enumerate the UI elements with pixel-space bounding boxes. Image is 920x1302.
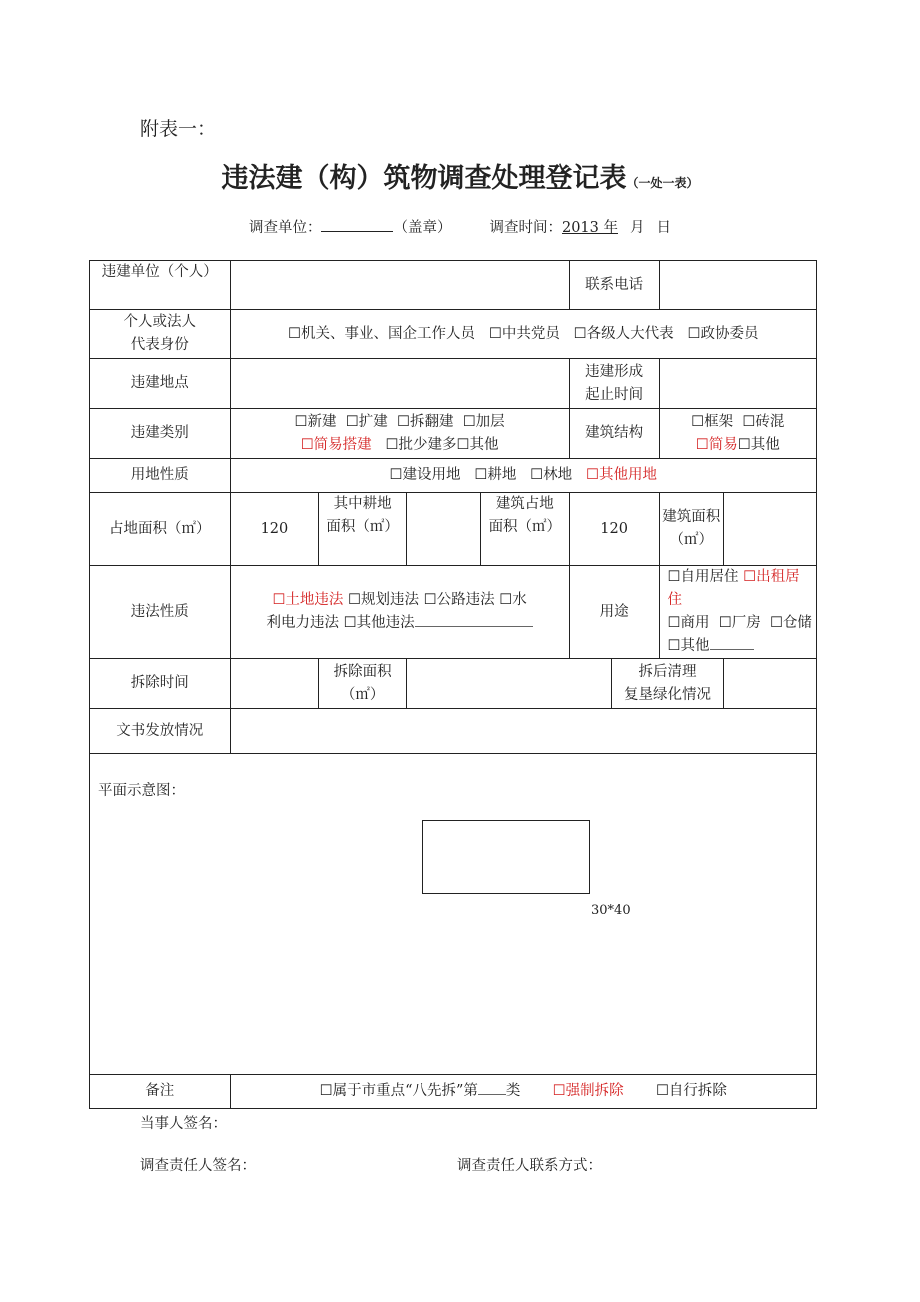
use-factory[interactable]: ☐厂房 xyxy=(718,615,761,631)
building-area-value[interactable] xyxy=(723,493,816,566)
footprint-value[interactable]: 120 xyxy=(569,493,659,566)
location-value[interactable] xyxy=(230,359,569,409)
nature-other[interactable]: ☐其他违法 xyxy=(343,615,415,631)
investigator-signature: 调查责任人签名： xyxy=(140,1158,256,1174)
nature-label: 违法性质 xyxy=(90,566,231,659)
row-identity xyxy=(90,310,817,359)
cat-simple[interactable]: ☐简易搭建 xyxy=(300,436,372,453)
land-construction[interactable]: ☐建设用地 xyxy=(389,467,461,483)
period-value[interactable] xyxy=(659,359,817,409)
identity-opt-npc[interactable]: ☐各级人大代表 xyxy=(573,325,674,342)
annex-label: 附表一： xyxy=(140,118,217,140)
nature-options xyxy=(230,566,569,659)
phone-label: 联系电话 xyxy=(569,261,659,310)
struct-frame[interactable]: ☐框架 xyxy=(691,413,734,430)
remarks-forced[interactable]: ☐强制拆除 xyxy=(552,1083,624,1099)
title-main: 违法建（构）筑物调查处理登记表 xyxy=(221,163,627,194)
identity-opt-cppcc[interactable]: ☐政协委员 xyxy=(687,325,759,342)
struct-brick[interactable]: ☐砖混 xyxy=(742,413,785,430)
investigator-contact: 调查责任人联系方式： xyxy=(457,1158,602,1174)
row-nature xyxy=(90,566,817,659)
use-self[interactable]: ☐自用居住 xyxy=(667,569,739,585)
identity-options xyxy=(230,310,816,359)
use-other[interactable]: ☐其他 xyxy=(667,638,710,654)
row-demolition xyxy=(90,659,817,709)
cat-rebuild[interactable]: ☐拆翻建 xyxy=(396,413,454,430)
land-farmland[interactable]: ☐耕地 xyxy=(474,467,517,483)
struct-other[interactable]: ☐其他 xyxy=(737,436,780,453)
time-value: 2013 年 xyxy=(561,220,618,236)
row-location xyxy=(90,359,817,409)
restore-value[interactable] xyxy=(723,659,816,709)
unit-blank[interactable] xyxy=(321,217,393,232)
row-builder xyxy=(90,261,817,310)
row-sketch xyxy=(90,754,817,1075)
demolition-area-value[interactable] xyxy=(406,659,611,709)
nature-planning[interactable]: ☐规划违法 xyxy=(348,592,420,608)
cat-other[interactable]: ☐其他 xyxy=(456,436,499,453)
struct-simple[interactable]: ☐简易 xyxy=(695,436,738,453)
remarks-self[interactable]: ☐自行拆除 xyxy=(655,1083,727,1099)
use-label: 用途 xyxy=(569,566,659,659)
use-commercial[interactable]: ☐商用 xyxy=(667,615,710,631)
survey-meta xyxy=(0,216,920,237)
sketch-dimensions: 30*40 xyxy=(591,903,631,918)
sketch-label: 平面示意图： xyxy=(98,783,185,799)
day-label: 日 xyxy=(656,220,671,236)
row-land xyxy=(90,459,817,493)
use-rental[interactable]: ☐出租居住 xyxy=(667,569,800,608)
cat-overbuild[interactable]: ☐批少建多 xyxy=(385,436,457,453)
docs-value[interactable] xyxy=(230,709,816,754)
farmland-area-value[interactable] xyxy=(406,493,480,566)
cat-addfloor[interactable]: ☐加层 xyxy=(462,413,505,430)
use-options xyxy=(659,566,817,659)
registration-form xyxy=(89,260,817,1109)
builder-value[interactable] xyxy=(230,261,569,310)
cat-new[interactable]: ☐新建 xyxy=(294,413,337,430)
cat-expand[interactable]: ☐扩建 xyxy=(345,413,388,430)
month-label: 月 xyxy=(630,220,645,236)
remarks-priority-end: 类 xyxy=(505,1083,521,1099)
demolition-time-label: 拆除时间 xyxy=(90,659,231,709)
structure-options xyxy=(659,409,817,459)
structure-label: 建筑结构 xyxy=(569,409,659,459)
category-label: 违建类别 xyxy=(90,409,231,459)
identity-opt-party[interactable]: ☐中共党员 xyxy=(488,325,560,342)
row-docs xyxy=(90,709,817,754)
row-category xyxy=(90,409,817,459)
nature-other-blank[interactable] xyxy=(415,613,533,627)
builder-label: 违建单位（个人） xyxy=(90,261,231,310)
phone-value[interactable] xyxy=(659,261,817,310)
building-area-label: 建筑面积 （㎡） xyxy=(659,493,723,566)
seal-label: （盖章） xyxy=(393,220,452,236)
demolition-time-value[interactable] xyxy=(230,659,319,709)
unit-label: 调查单位： xyxy=(248,220,322,236)
footprint-label: 建筑占地 面积（㎡） xyxy=(480,493,569,566)
nature-water-cont: 利电力违法 xyxy=(266,615,340,631)
sketch-rectangle xyxy=(422,820,590,894)
category-options xyxy=(230,409,569,459)
docs-label: 文书发放情况 xyxy=(90,709,231,754)
row-remarks xyxy=(90,1075,817,1109)
identity-label: 个人或法人 代表身份 xyxy=(90,310,231,359)
land-other[interactable]: ☐其他用地 xyxy=(586,467,657,483)
demolition-area-label: 拆除面积 （㎡） xyxy=(319,659,407,709)
location-label: 违建地点 xyxy=(90,359,231,409)
area-label: 占地面积（㎡） xyxy=(90,493,231,566)
area-value[interactable]: 120 xyxy=(230,493,319,566)
nature-road[interactable]: ☐公路违法 xyxy=(423,592,495,608)
nature-water[interactable]: ☐水 xyxy=(499,592,527,608)
period-label: 违建形成 起止时间 xyxy=(569,359,659,409)
restore-label: 拆后清理 复垦绿化情况 xyxy=(611,659,723,709)
page-title xyxy=(0,156,920,195)
title-sub: （一处一表） xyxy=(626,176,699,190)
remarks-priority[interactable]: ☐属于市重点“八先拆”第 xyxy=(319,1083,478,1099)
remarks-label: 备注 xyxy=(90,1075,231,1109)
nature-land[interactable]: ☐土地违法 xyxy=(272,592,344,608)
land-options xyxy=(230,459,816,493)
use-other-blank[interactable] xyxy=(710,636,754,650)
identity-opt-official[interactable]: ☐机关、事业、国企工作人员 xyxy=(288,325,476,342)
sketch-area[interactable] xyxy=(90,754,817,1075)
land-forest[interactable]: ☐林地 xyxy=(530,467,573,483)
row-area xyxy=(90,493,817,566)
farmland-area-label: 其中耕地 面积（㎡） xyxy=(319,493,407,566)
land-label: 用地性质 xyxy=(90,459,231,493)
use-storage[interactable]: ☐仓储 xyxy=(769,615,812,631)
remarks-priority-blank[interactable] xyxy=(478,1081,506,1095)
remarks-options xyxy=(230,1075,816,1109)
time-label: 调查时间： xyxy=(489,220,562,236)
party-signature: 当事人签名： xyxy=(140,1116,227,1132)
